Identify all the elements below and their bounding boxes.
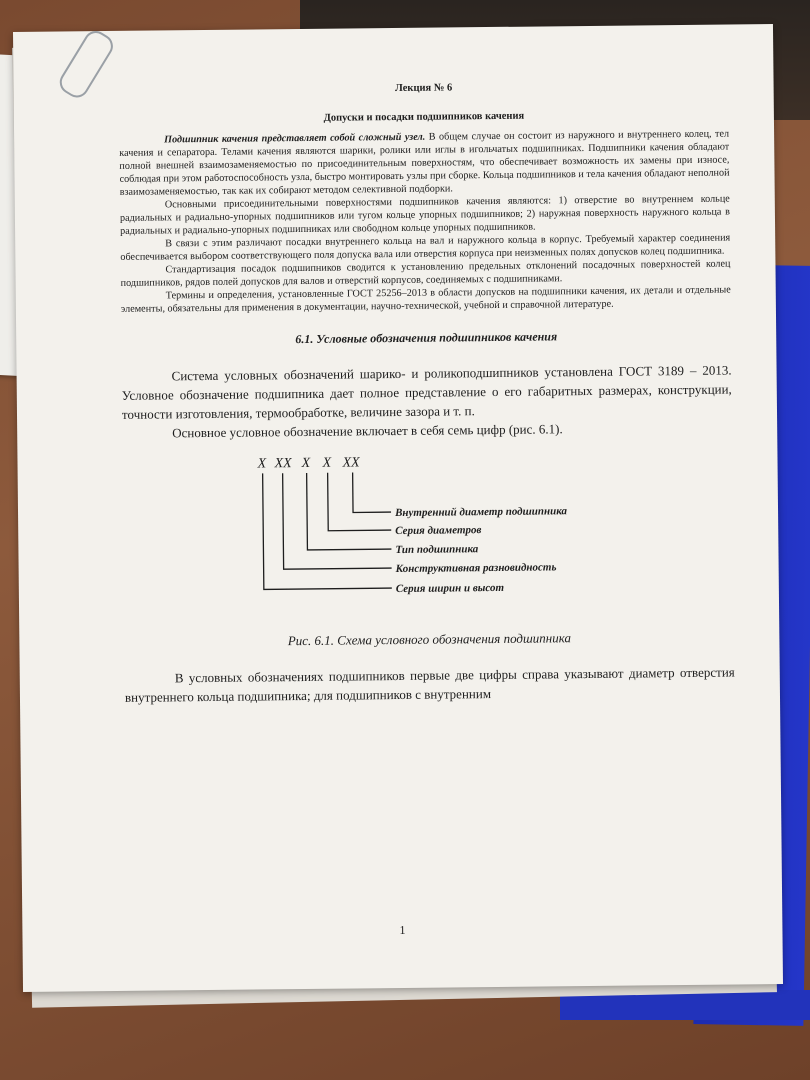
- label-width-series: Серия ширин и высот: [395, 581, 505, 596]
- page-text: [119, 80, 735, 707]
- code-part-4: X: [322, 455, 332, 471]
- paragraph-2: Основными присоединительными поверхностями подшипников качения являются: 1) отверстие во внутреннем кольце радиальных и радиально-упорных подшипников или тугом кольце упорных подшипников; 2) наружная поверхность наружного кольца в радиальных и радиально-упорных подшипниках или свободном кольце упорных подшипников.: [119, 193, 730, 237]
- paperclip-icon: [55, 27, 117, 102]
- paragraph-8: В условных обозначениях подшипников первые две цифры справа указывают диаметр отверстия внутреннего кольца подшипника; для подшипников с внутренним: [124, 664, 735, 705]
- paragraph-intro: [119, 128, 730, 199]
- line-design-variant: [283, 472, 392, 569]
- code-part-3: X: [301, 455, 311, 472]
- lecture-subtitle: Допуски и посадки подшипников качения: [323, 110, 525, 124]
- line-inner-diameter: [353, 472, 391, 512]
- paragraph-4: Стандартизация посадок подшипников сводится к установлению предельных отклонений посадочных поверхностей колец подшипников, рядов полей допусков для валов и отверстий корпусов, соединяемых с подшипниками.: [120, 258, 731, 289]
- page-number: 1: [399, 922, 406, 938]
- figure-caption: Рис. 6.1. Схема условного обозначения подшипника: [287, 630, 572, 649]
- section-title: 6.1. Условные обозначения подшипников качения: [295, 329, 558, 347]
- label-design-variant: Конструктивная разновидность: [395, 561, 557, 576]
- label-diameter-series: Серия диаметров: [395, 524, 482, 538]
- code-part-1: X: [257, 456, 267, 472]
- scheme-diagram: [122, 448, 734, 624]
- code-part-5: XX: [342, 455, 360, 471]
- line-diameter-series: [328, 472, 392, 531]
- lecture-title: Лекция № 6: [394, 82, 453, 95]
- paragraph-7: Основное условное обозначение включает в себя семь цифр (рис. 6.1).: [172, 421, 563, 441]
- paragraph-6: Система условных обозначений шарико- и роликоподшипников установлена ГОСТ 3189 – 2013. Условное обозначение подшипника дает полное представление о его габаритных размерах, конструкции, точности изготовления, термообработке, величине зазора и т. п.: [121, 362, 732, 422]
- intro-text: В общем случае он состоит из наружного и внутреннего колец, тел качения и сепаратора. Телами качения являются шарики, ролики или иглы в игольчатых подшипниках. Подшипники качения обладают полной внешней взаимозаменяемостью по присоединительным поверхностям, что обеспечивает возможность их замены при износе, соблюдая при этом работоспособность узла, быстро монтировать узлы при сборке. Кольца подшипников и тела качения обладают неполной взаимозаменяемостью, так как их собирают методом селективной подборки.: [119, 128, 730, 198]
- label-inner-diameter: Внутренний диаметр подшипника: [394, 505, 568, 520]
- code-part-2: XX: [274, 456, 292, 472]
- label-bearing-type: Тип подшипника: [395, 543, 479, 557]
- intro-emphasis: Подшипник качения представляет собой сложный узел.: [164, 131, 426, 146]
- paragraph-3: В связи с этим различают посадки внутреннего кольца на вал и наружного кольца в корпус. Требуемый характер соединения обеспечивается выбором соответствующего поля допуска вала или отверстия корпуса при неизменных полях допусков колец подшипника.: [120, 232, 731, 263]
- document-page: [13, 24, 783, 992]
- paragraph-5: Термины и определения, установленные ГОСТ 25256–2013 в области допусков на подшипники качения, их детали и отдельные элементы, обязательны для применения в документации, научно-технической, учебной и справочной литературе.: [120, 284, 731, 315]
- line-bearing-type: [307, 472, 392, 550]
- designation-scheme: [122, 448, 734, 624]
